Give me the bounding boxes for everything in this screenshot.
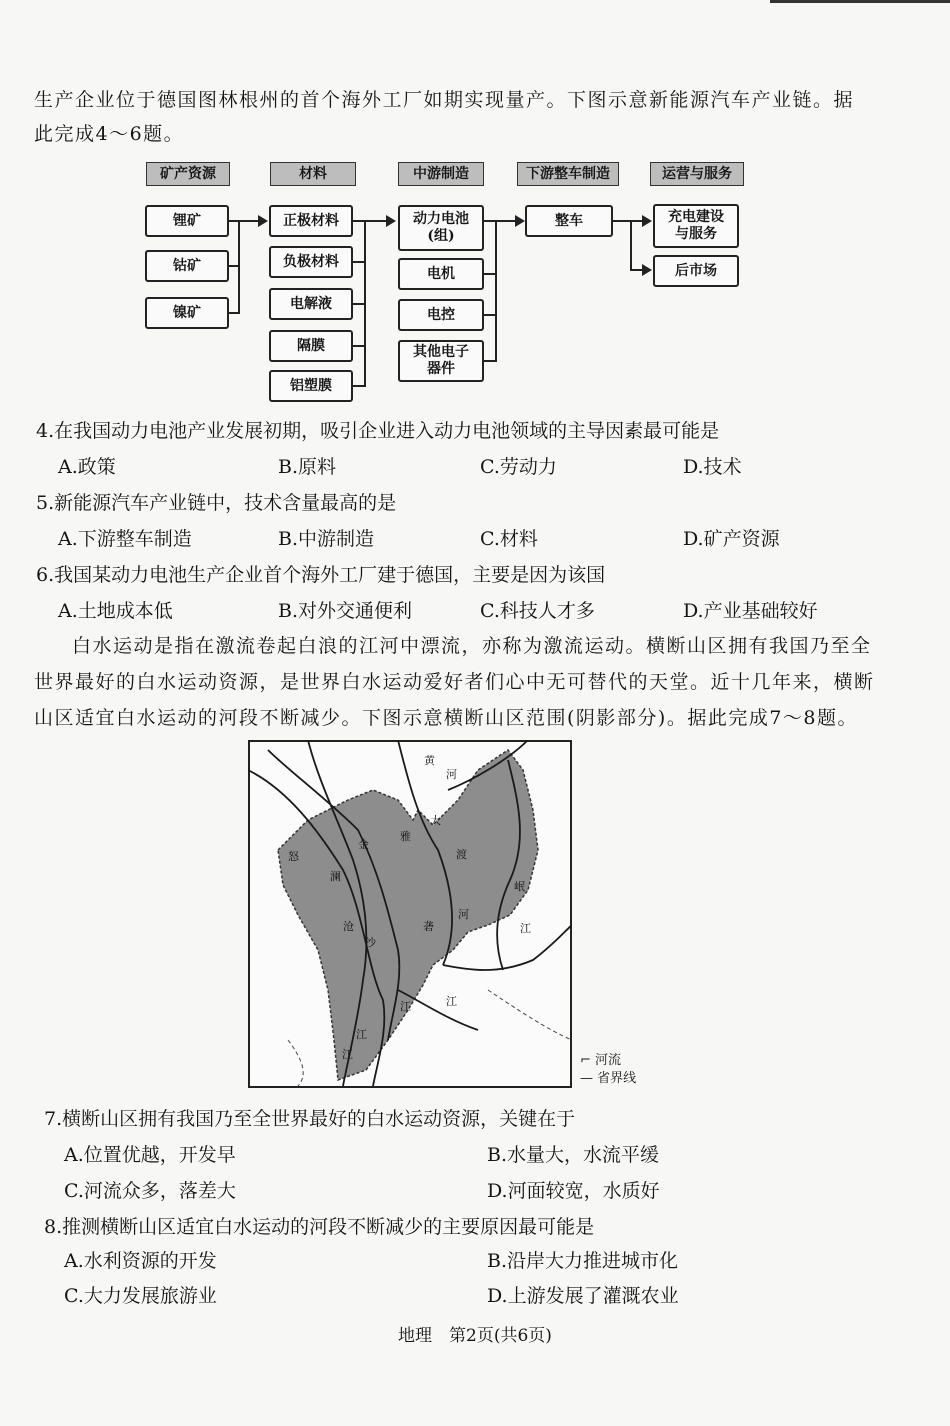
- boundary-legend-icon: —: [580, 1071, 593, 1086]
- hengduan-map: [248, 740, 572, 1088]
- map-label: 江: [400, 1000, 411, 1013]
- arrow-icon: [386, 215, 396, 227]
- map-label: 砻: [423, 920, 434, 933]
- question-5-stem: 5.新能源汽车产业链中，技术含量最高的是: [36, 492, 397, 514]
- q7-option-d: D.河面较宽，水质好: [487, 1180, 660, 1202]
- q6-option-d: D.产业基础较好: [683, 600, 818, 622]
- map-label: 沧: [343, 920, 354, 933]
- q5-option-b: B.中游制造: [278, 528, 375, 550]
- map-label: 江: [356, 1028, 367, 1041]
- legend-boundary: [580, 1070, 636, 1088]
- header-minerals: 矿产资源: [146, 162, 230, 186]
- q7-option-a: A.位置优越，开发早: [64, 1144, 236, 1166]
- map-svg: [248, 740, 572, 1088]
- q5-option-a: A.下游整车制造: [58, 528, 192, 550]
- material-anode: 负极材料: [269, 246, 353, 278]
- legend-river: [580, 1052, 636, 1070]
- q5-option-c: C.材料: [480, 528, 538, 550]
- q4-option-c: C.劳动力: [480, 456, 557, 478]
- q4-option-a: A.政策: [58, 456, 116, 478]
- q8-option-b: B.沿岸大力推进城市化: [487, 1250, 679, 1272]
- map-label: 河: [458, 908, 469, 921]
- midstream-control: 电控: [398, 299, 484, 331]
- passage2-line-1: 白水运动是指在激流卷起白浪的江河中漂流，亦称为激流运动。横断山区拥有我国乃至全: [72, 635, 872, 657]
- midstream-battery: 动力电池(组): [398, 205, 484, 251]
- midstream-motor: 电机: [398, 258, 484, 290]
- q8-option-c: C.大力发展旅游业: [64, 1285, 217, 1307]
- map-label: 河: [446, 768, 457, 781]
- material-aluminum-film: 铝塑膜: [269, 370, 353, 402]
- map-label: 江: [342, 1048, 353, 1061]
- map-label: 雅: [400, 830, 411, 843]
- legend-boundary-label: 省界线: [597, 1071, 637, 1086]
- map-label: 江: [446, 995, 457, 1008]
- map-label: 沙: [365, 936, 376, 949]
- map-label: 渡: [456, 848, 467, 861]
- passage2-line-3: 山区适宜白水运动的河段不断减少。下图示意横断山区范围(阴影部分)。据此完成7～8题。: [34, 707, 859, 729]
- question-4-stem: 4.在我国动力电池产业发展初期，吸引企业进入动力电池领域的主导因素最可能是: [36, 420, 720, 442]
- material-separator: 隔膜: [269, 330, 353, 362]
- q6-option-a: A.土地成本低: [58, 600, 173, 622]
- top-edge-line: [770, 0, 950, 3]
- downstream-vehicle: 整车: [525, 205, 613, 237]
- question-8-stem: 8.推测横断山区适宜白水运动的河段不断减少的主要原因最可能是: [44, 1216, 595, 1238]
- passage2-line-2: 世界最好的白水运动资源，是世界白水运动爱好者们心中无可替代的天堂。近十几年来，横断: [34, 671, 875, 693]
- map-label: 金: [358, 838, 369, 851]
- header-materials: 材料: [270, 162, 356, 186]
- legend-river-label: 河流: [595, 1053, 622, 1068]
- intro-line-1: 生产企业位于德国图林根州的首个海外工厂如期实现量产。下图示意新能源汽车产业链。据: [34, 89, 855, 111]
- header-downstream: 下游整车制造: [517, 162, 619, 186]
- mineral-cobalt: 钴矿: [145, 250, 229, 282]
- map-label: 黄: [424, 754, 435, 767]
- map-label: 澜: [330, 870, 341, 883]
- arrow-icon: [515, 215, 525, 227]
- map-label: 大: [430, 814, 441, 827]
- arrow-icon: [258, 215, 268, 227]
- q5-option-d: D.矿产资源: [683, 528, 780, 550]
- mineral-nickel: 镍矿: [145, 297, 229, 329]
- midstream-other-electronics: 其他电子器件: [398, 340, 484, 382]
- service-charging: 充电建设与服务: [653, 204, 739, 248]
- map-legend: [580, 1052, 636, 1088]
- arrow-icon: [642, 264, 652, 276]
- q4-option-b: B.原料: [278, 456, 337, 478]
- q7-option-b: B.水量大，水流平缓: [487, 1144, 660, 1166]
- mineral-lithium: 锂矿: [145, 205, 229, 237]
- page-footer: 地理 第2页(共6页): [398, 1326, 552, 1346]
- material-cathode: 正极材料: [269, 205, 353, 237]
- intro-line-2: 此完成4～6题。: [34, 123, 185, 145]
- q7-option-c: C.河流众多，落差大: [64, 1180, 236, 1202]
- map-label: 江: [520, 922, 531, 935]
- q4-option-d: D.技术: [683, 456, 742, 478]
- material-electrolyte: 电解液: [269, 288, 353, 320]
- header-services: 运营与服务: [650, 162, 744, 186]
- q6-option-c: C.科技人才多: [480, 600, 595, 622]
- question-7-stem: 7.横断山区拥有我国乃至全世界最好的白水运动资源，关键在于: [44, 1108, 576, 1130]
- question-6-stem: 6.我国某动力电池生产企业首个海外工厂建于德国，主要是因为该国: [36, 564, 606, 586]
- map-label: 怒: [288, 850, 299, 863]
- map-label: 岷: [514, 880, 525, 893]
- service-aftermarket: 后市场: [653, 255, 739, 287]
- q6-option-b: B.对外交通便利: [278, 600, 413, 622]
- arrow-icon: [642, 215, 652, 227]
- river-legend-icon: ⌐: [580, 1053, 591, 1068]
- q8-option-a: A.水利资源的开发: [64, 1250, 217, 1272]
- header-midstream: 中游制造: [398, 162, 484, 186]
- q8-option-d: D.上游发展了灌溉农业: [487, 1285, 679, 1307]
